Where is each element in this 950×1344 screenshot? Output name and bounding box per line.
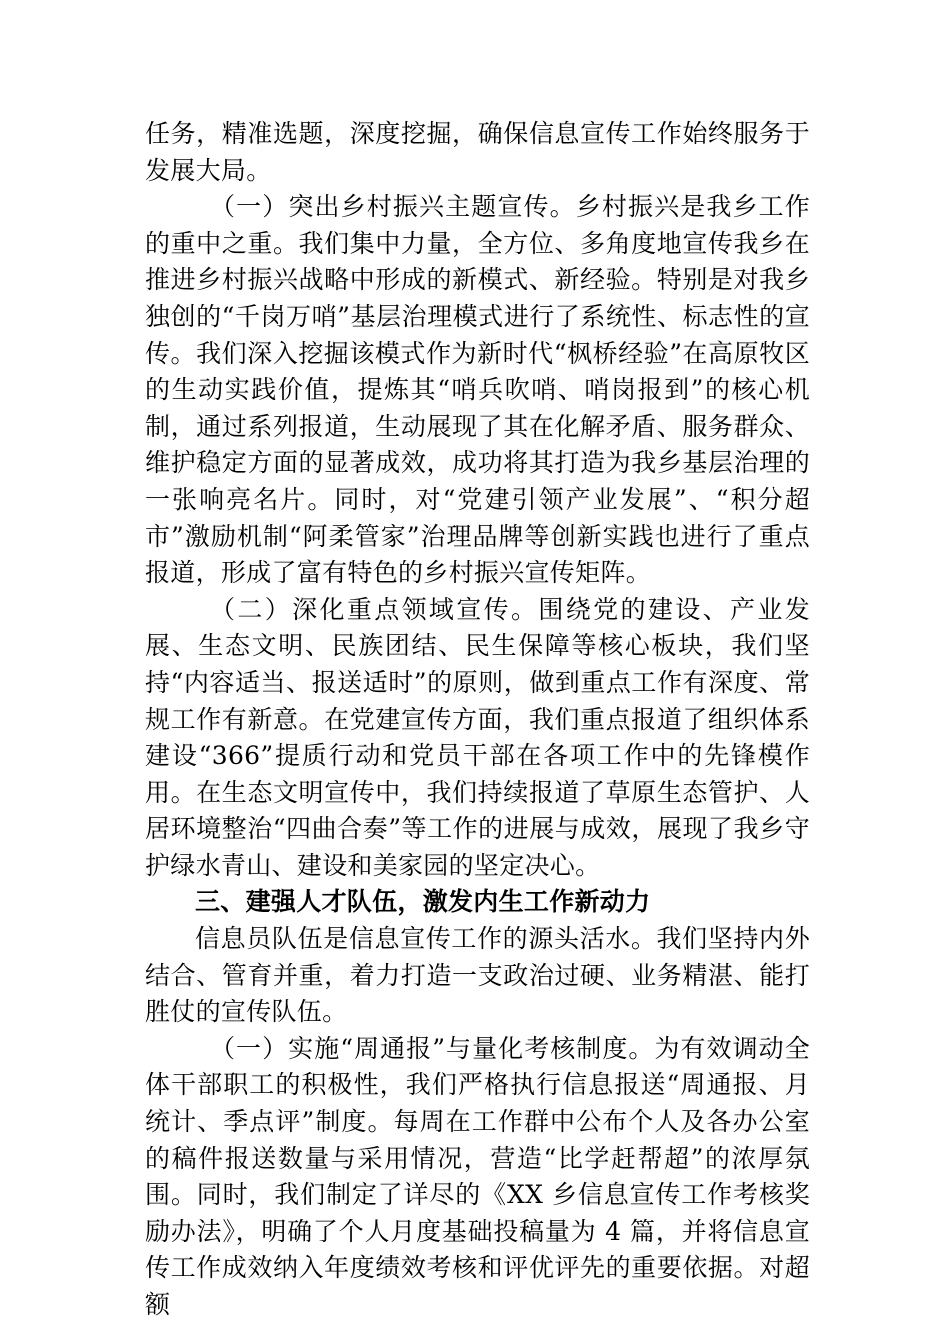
paragraph-team-intro: 信息员队伍是信息宣传工作的源头活水。我们坚持内外结合、管育并重，着力打造一支政治过硬、业务精湛、能打胜仗的宣传队伍。 bbox=[145, 924, 810, 1027]
paragraph-rural-revitalization: （一）突出乡村振兴主题宣传。乡村振兴是我乡工作的重中之重。我们集中力量，全方位、多角度地宣传我乡在推进乡村振兴战略中形成的新模式、新经验。特别是对我乡独创的“千岗万哨”基层治理模式进行了系统性、标志性的宣传。我们深入挖掘该模式作为新时代“枫桥经验”在高原牧区的生动实践价值，提炼其“哨兵吹哨、哨岗报到”的核心机制，通过系列报道，生动展现了其在化解矛盾、服务群众、维护稳定方面的显著成效，成功将其打造为我乡基层治理的一张响亮名片。同时，对“党建引领产业发展”、“积分超市”激励机制“阿柔管家”治理品牌等创新实践也进行了重点报道，形成了富有特色的乡村振兴宣传矩阵。 bbox=[145, 192, 810, 588]
paragraph-weekly-report: （一）实施“周通报”与量化考核制度。为有效调动全体干部职工的积极性，我们严格执行信息报送“周通报、月统计、季点评”制度。每周在工作群中公布个人及各办公室的稿件报送数量与采用情况，营造“比学赶帮超”的浓厚氛围。同时，我们制定了详尽的《XX 乡信息宣传工作考核奖励办法》，明确了个人月度基础投稿量为 4 篇，并将信息宣传工作成效纳入年度绩效考核和评优评先的重要依据。对超额 bbox=[145, 1033, 810, 1319]
paragraph-continuation: 任务，精准选题，深度挖掘，确保信息宣传工作始终服务于发展大局。 bbox=[145, 119, 810, 185]
section-heading-talent-team: 三、建强人才队伍，激发内生工作新动力 bbox=[195, 887, 651, 917]
paragraph-key-areas: （二）深化重点领域宣传。围绕党的建设、产业发展、生态文明、民族团结、民生保障等核心板块，我们坚持“内容适当、报送适时”的原则，做到重点工作有深度、常规工作有新意。在党建宣传方面，我们重点报道了组织体系建设“366”提质行动和党员干部在各项工作中的先锋模作用。在生态文明宣传中，我们持续报道了草原生态管护、人居环境整治“四曲合奏”等工作的进展与成效，展现了我乡守护绿水青山、建设和美家园的坚定决心。 bbox=[145, 594, 810, 880]
